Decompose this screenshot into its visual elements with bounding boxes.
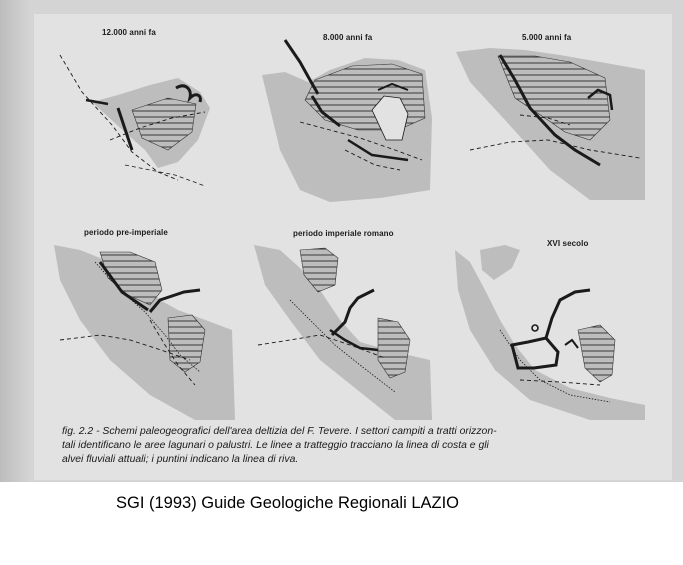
coastline-dashed [125, 165, 205, 186]
tiber-river [332, 290, 374, 335]
panel-title-imperial-roman: periodo imperiale romano [293, 229, 394, 238]
land-area [480, 245, 520, 280]
land-area [455, 250, 645, 420]
river-channel [565, 340, 578, 348]
panel-title-12000: 12.000 anni fa [102, 28, 156, 37]
panel-title-pre-imperial: periodo pre-imperiale [84, 228, 168, 237]
river-bend [532, 325, 538, 331]
caption-line: tali identificano le aree lagunari o palustri. Le linee a tratteggio tracciano la linea di costa e gli [62, 440, 489, 451]
source-credit: SGI (1993) Guide Geologiche Regionali LAZIO [116, 494, 460, 512]
caption-line: fig. 2.2 - Schemi paleogeografici dell'area deltizia del F. Tevere. I settori campiti a tratti orizzon- [62, 426, 497, 437]
map-imperial-roman-period [254, 245, 432, 420]
panel-title-5000: 5.000 anni fa [522, 33, 572, 42]
map-pre-imperial-period [54, 245, 235, 420]
map-8000-years-ago [262, 40, 432, 202]
panel-title-8000: 8.000 anni fa [323, 33, 373, 42]
lagoon-area [578, 325, 615, 382]
map-16th-century [455, 245, 645, 420]
panel-title-16th-century: XVI secolo [547, 239, 589, 248]
caption-line: alvei fluviali attuali; i puntini indicano la linea di riva. [62, 454, 299, 465]
map-5000-years-ago [456, 48, 645, 200]
map-12000-years-ago [60, 55, 210, 186]
